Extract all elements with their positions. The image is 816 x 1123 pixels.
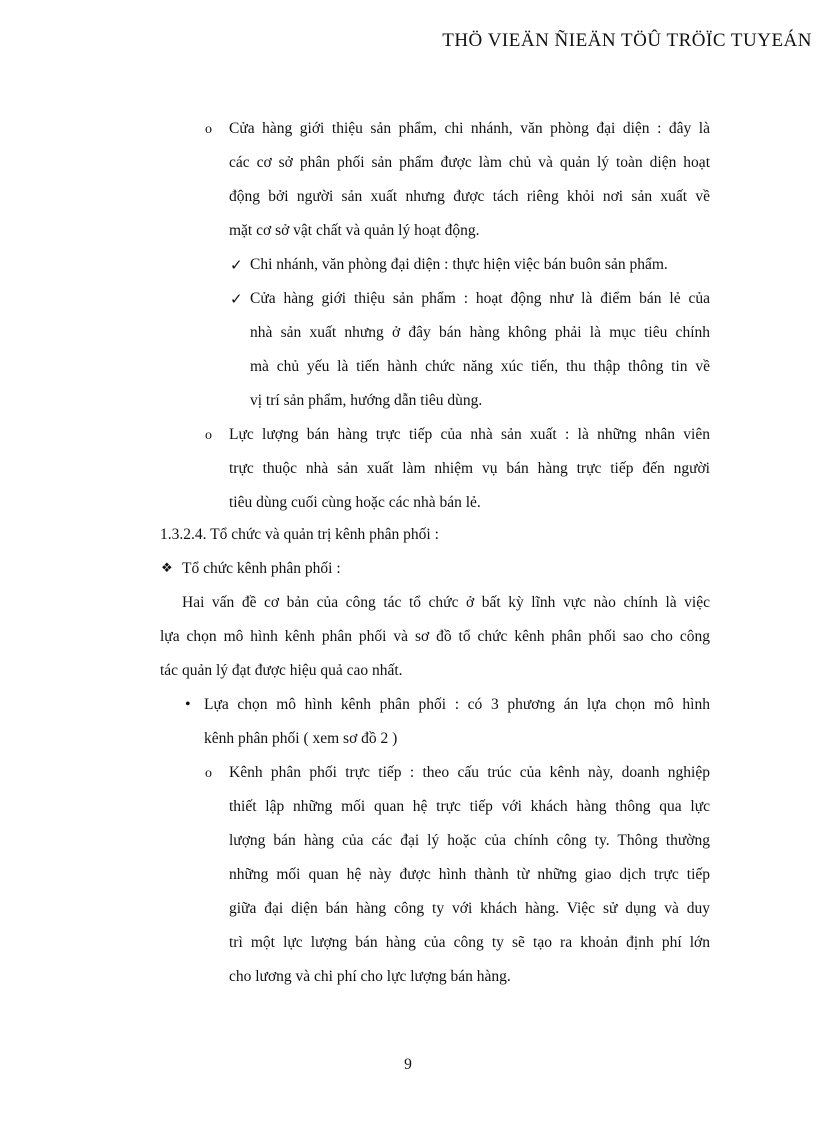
section-heading: 1.3.2.4. Tổ chức và quản trị kênh phân phối :	[160, 526, 439, 543]
page-header: THÖ VIEÄN ÑIEÄN TÖÛ TRÖÏC TUYEÁN	[442, 30, 812, 51]
circle-bullet-icon: o	[205, 428, 212, 443]
text-line: nhà sản xuất nhưng ở đây bán hàng không phải là mục tiêu chính	[250, 324, 710, 341]
text-line: động bởi người sản xuất nhưng được tách riêng khỏi nơi sản xuất về	[229, 188, 710, 205]
checkmark-icon: ✓	[230, 258, 243, 274]
text-line: trì một lực lượng bán hàng của công ty sẽ tạo ra khoản định phí lớn	[229, 934, 710, 951]
diamond-bullet-icon: ❖	[161, 560, 173, 575]
page-number: 9	[404, 1056, 412, 1073]
paragraph-line: tác quản lý đạt được hiệu quả cao nhất.	[160, 662, 403, 679]
sub-heading: Tổ chức kênh phân phối :	[182, 560, 341, 577]
text-line: Cửa hàng giới thiệu sản phẩm, chi nhánh, văn phòng đại diện : đây là	[229, 120, 710, 137]
text-line: cho lương và chi phí cho lực lượng bán hàng.	[229, 968, 511, 985]
text-line: Kênh phân phối trực tiếp : theo cấu trúc của kênh này, doanh nghiệp	[229, 764, 710, 781]
text-line: giữa đại diện bán hàng công ty với khách hàng. Việc sử dụng và duy	[229, 900, 710, 917]
text-line: kênh phân phối ( xem sơ đồ 2 )	[204, 730, 398, 747]
checkmark-icon: ✓	[230, 292, 243, 308]
text-line: thiết lập những mối quan hệ trực tiếp với khách hàng thông qua lực	[229, 798, 710, 815]
text-line: mặt cơ sở vật chất và quản lý hoạt động.	[229, 222, 480, 239]
text-line: lượng bán hàng của các đại lý hoặc của chính công ty. Thông thường	[229, 832, 710, 849]
paragraph-line: lựa chọn mô hình kênh phân phối và sơ đồ tổ chức kênh phân phối sao cho công	[160, 628, 710, 645]
text-line: mà chủ yếu là tiến hành chức năng xúc tiến, thu thập thông tin về	[250, 358, 710, 375]
text-line: Lực lượng bán hàng trực tiếp của nhà sản xuất : là những nhân viên	[229, 426, 710, 443]
text-line: các cơ sở phân phối sản phẩm được làm chủ và quản lý toàn diện hoạt	[229, 154, 710, 171]
circle-bullet-icon: o	[205, 122, 212, 137]
text-line: Lựa chọn mô hình kênh phân phối : có 3 phương án lựa chọn mô hình	[204, 696, 710, 713]
circle-bullet-icon: o	[205, 766, 212, 781]
dot-bullet-icon: •	[185, 696, 191, 713]
paragraph-line: Hai vấn đề cơ bản của công tác tổ chức ở bất kỳ lĩnh vực nào chính là việc	[182, 594, 710, 611]
text-line: Chi nhánh, văn phòng đại diện : thực hiện việc bán buôn sản phẩm.	[250, 256, 668, 273]
text-line: những mối quan hệ này được hình thành từ những giao dịch trực tiếp	[229, 866, 710, 883]
text-line: Cửa hàng giới thiệu sản phẩm : hoạt động như là điểm bán lẻ của	[250, 290, 710, 307]
text-line: vị trí sản phẩm, hướng dẫn tiêu dùng.	[250, 392, 483, 409]
text-line: tiêu dùng cuối cùng hoặc các nhà bán lẻ.	[229, 494, 481, 511]
text-line: trực thuộc nhà sản xuất làm nhiệm vụ bán hàng trực tiếp đến người	[229, 460, 710, 477]
